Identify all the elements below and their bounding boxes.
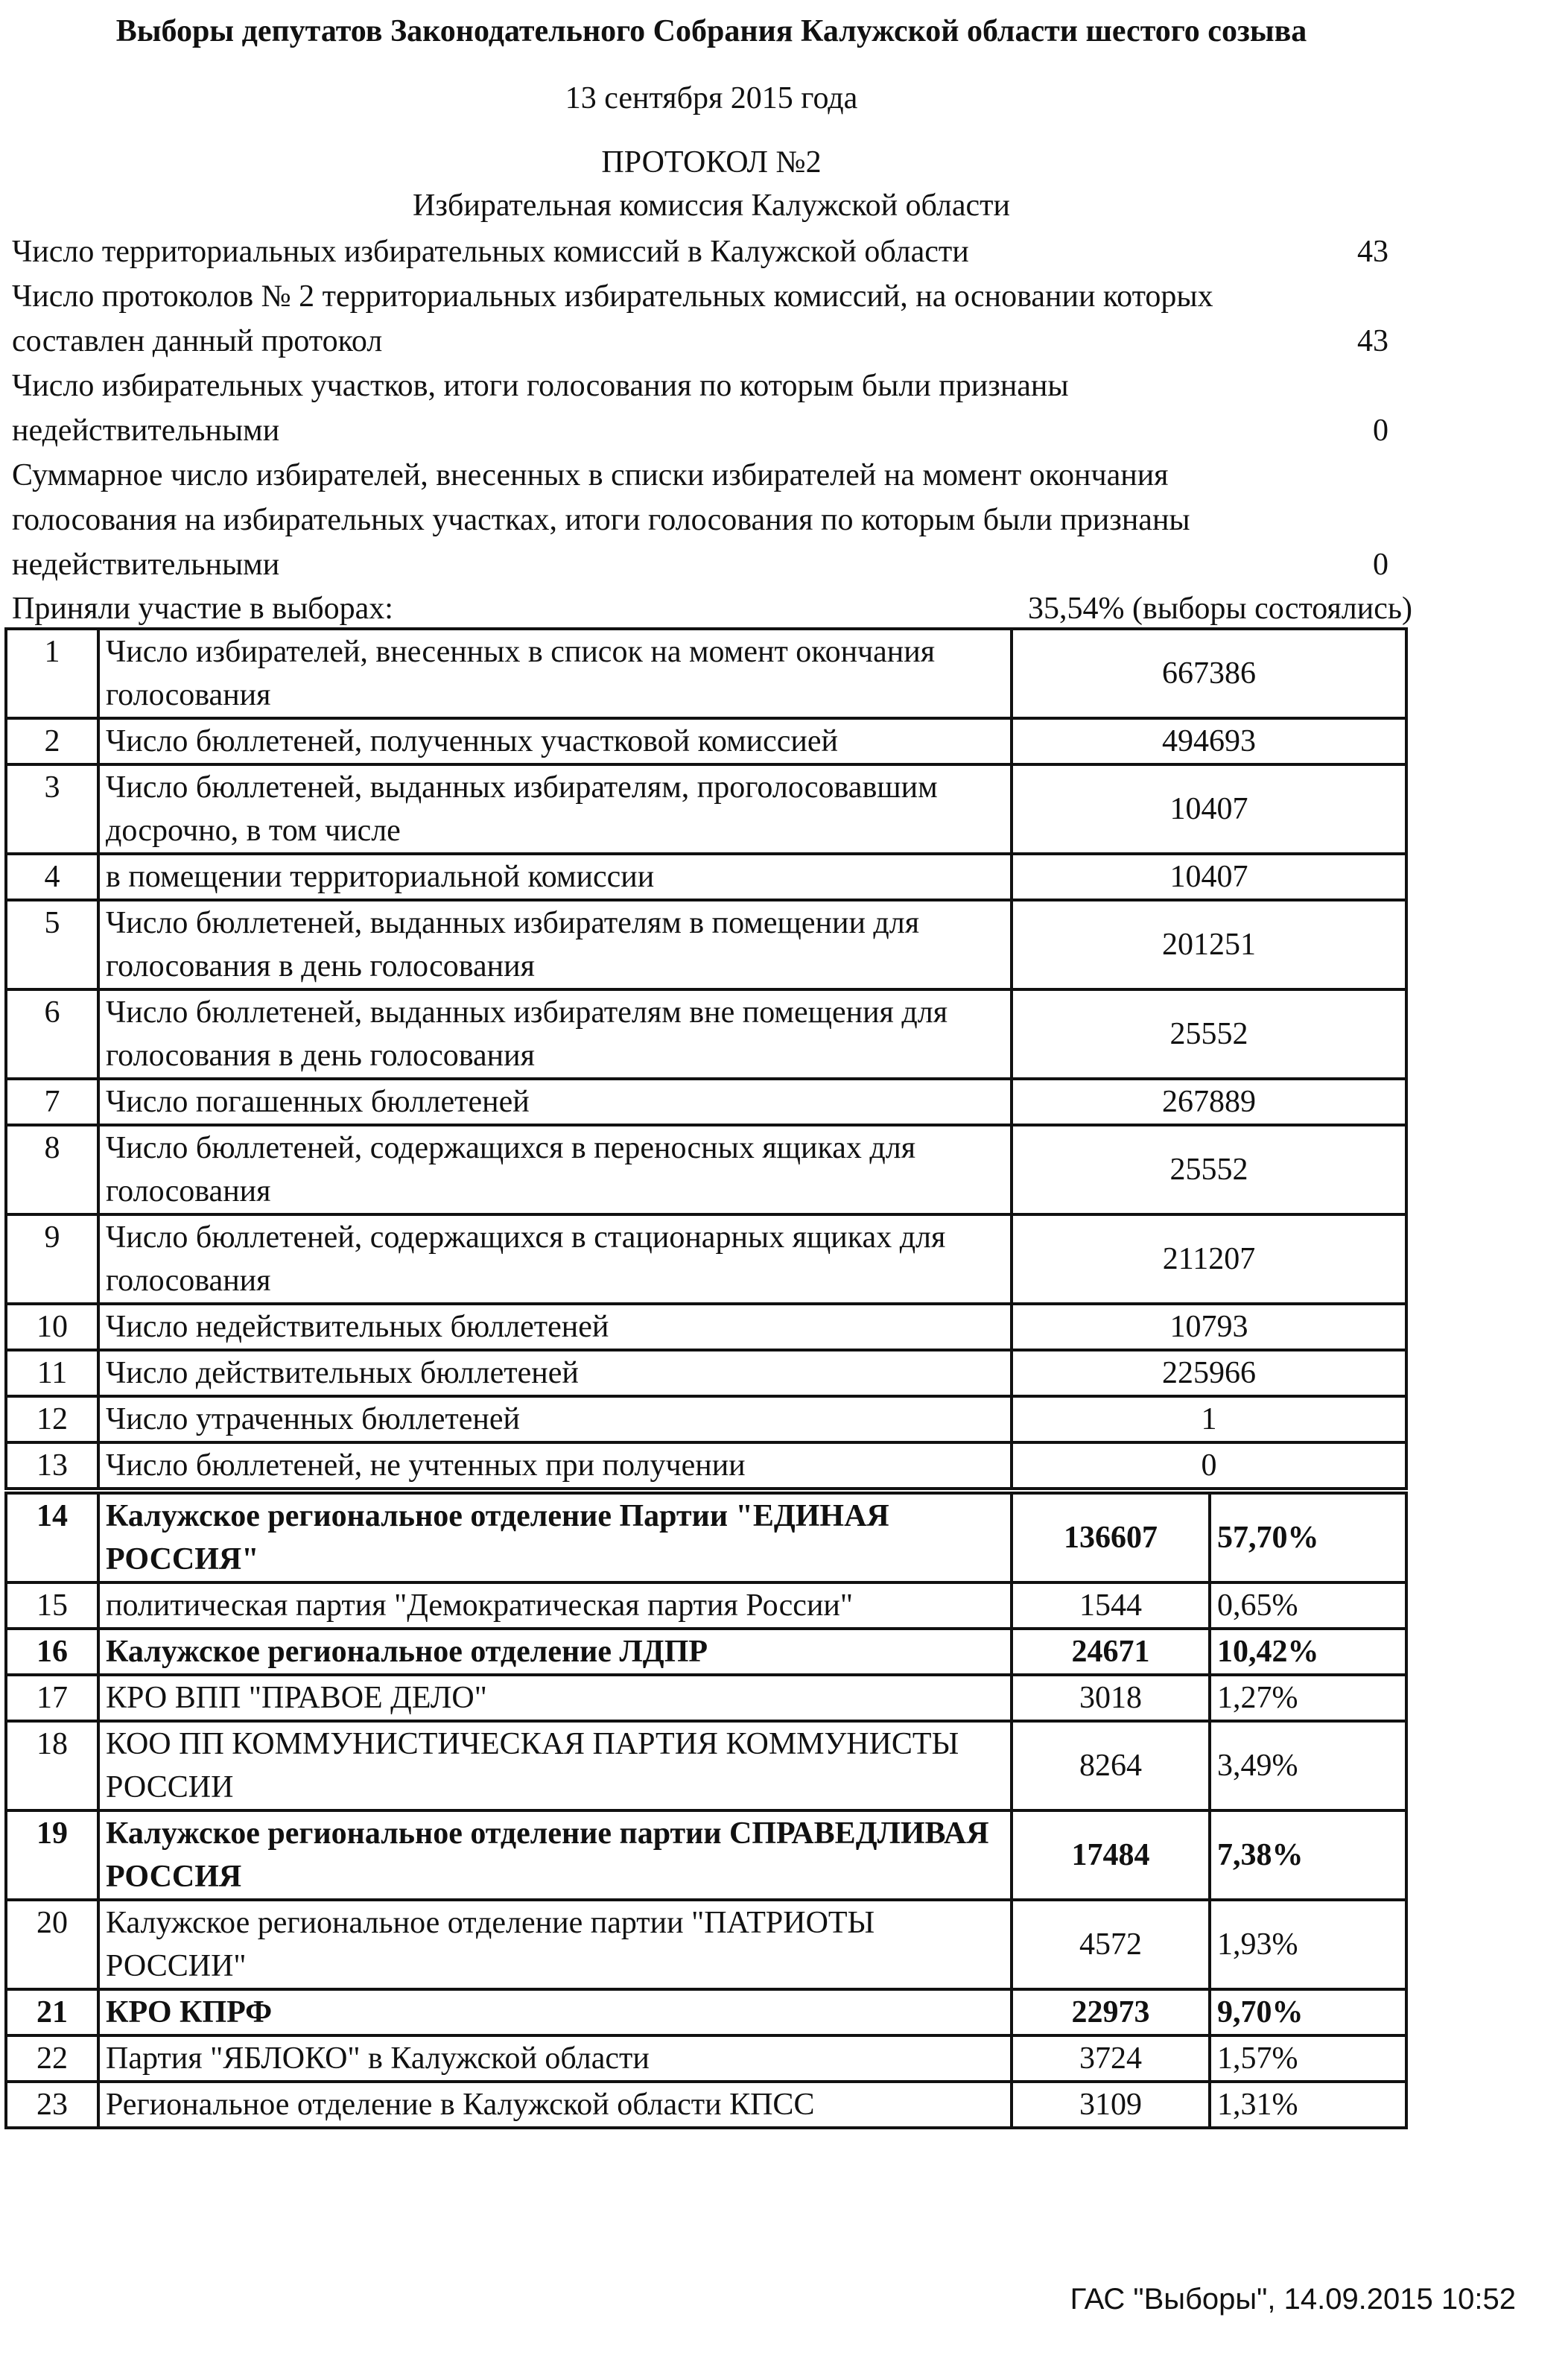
row-number: 4	[6, 854, 98, 900]
participation-row	[12, 587, 1412, 630]
info-text: Число избирательных участков, итоги голосования по которым были признаны недействительными	[12, 369, 1069, 448]
party-name: Региональное отделение в Калужской области КПСС	[98, 2082, 1012, 2128]
info-row	[12, 229, 1412, 274]
table-row	[6, 1582, 1406, 1629]
protocol-number: ПРОТОКОЛ №2	[601, 145, 822, 180]
table-row	[6, 1493, 1406, 1582]
party-votes: 3109	[1012, 2082, 1210, 2128]
table-row	[6, 764, 1406, 854]
info-text: Суммарное число избирателей, внесенных в списки избирателей на момент окончания голосования на избирательных участках, итоги голосования по которым были признаны недействительными	[12, 458, 1190, 582]
row-number: 12	[6, 1396, 98, 1442]
party-percent: 1,31%	[1210, 2082, 1406, 2128]
row-number: 2	[6, 718, 98, 764]
party-percent: 7,38%	[1210, 1810, 1406, 1900]
row-value: 225966	[1012, 1350, 1406, 1396]
row-number: 3	[6, 764, 98, 854]
row-label: Число бюллетеней, выданных избирателям в помещении для голосования в день голосования	[98, 900, 1012, 989]
table-row	[6, 900, 1406, 989]
row-number: 11	[6, 1350, 98, 1396]
row-value: 0	[1012, 1442, 1406, 1489]
party-results-table	[4, 1492, 1408, 2129]
commission-name: Избирательная комиссия Калужской области	[413, 188, 1010, 223]
row-value: 10407	[1012, 854, 1406, 900]
row-label: Число недействительных бюллетеней	[98, 1304, 1012, 1350]
info-row	[12, 274, 1412, 364]
table-row	[6, 1675, 1406, 1721]
row-number: 7	[6, 1079, 98, 1125]
row-value: 10793	[1012, 1304, 1406, 1350]
row-number: 8	[6, 1125, 98, 1214]
party-percent: 1,93%	[1210, 1900, 1406, 1989]
party-votes: 17484	[1012, 1810, 1210, 1900]
info-row	[12, 453, 1412, 587]
election-date: 13 сентября 2015 года	[565, 81, 858, 115]
table-row	[6, 1810, 1406, 1900]
party-percent: 57,70%	[1210, 1493, 1406, 1582]
row-number: 21	[6, 1989, 98, 2035]
row-label: в помещении территориальной комиссии	[98, 854, 1012, 900]
table-row	[6, 1304, 1406, 1350]
table-row	[6, 1629, 1406, 1675]
row-value: 25552	[1012, 1125, 1406, 1214]
party-percent: 1,27%	[1210, 1675, 1406, 1721]
row-number: 22	[6, 2035, 98, 2082]
footer-timestamp: ГАС "Выборы", 14.09.2015 10:52	[1070, 2283, 1516, 2316]
row-label: Число бюллетеней, содержащихся в переносных ящиках для голосования	[98, 1125, 1012, 1214]
row-label: Число бюллетеней, полученных участковой комиссией	[98, 718, 1012, 764]
table-row	[6, 629, 1406, 718]
ballot-stats-table	[4, 627, 1408, 1490]
row-label: Число бюллетеней, не учтенных при получении	[98, 1442, 1012, 1489]
party-percent: 10,42%	[1210, 1629, 1406, 1675]
info-row	[12, 364, 1412, 453]
table-row	[6, 1350, 1406, 1396]
table-row	[6, 989, 1406, 1079]
info-value: 0	[1373, 548, 1388, 582]
row-label: Число бюллетеней, выданных избирателям вне помещения для голосования в день голосования	[98, 989, 1012, 1079]
table-row	[6, 1396, 1406, 1442]
table-row	[6, 1079, 1406, 1125]
row-value: 667386	[1012, 629, 1406, 718]
party-name: КОО ПП КОММУНИСТИЧЕСКАЯ ПАРТИЯ КОММУНИСТЫ РОССИИ	[98, 1721, 1012, 1810]
row-value: 211207	[1012, 1214, 1406, 1304]
party-percent: 9,70%	[1210, 1989, 1406, 2035]
row-label: Число бюллетеней, выданных избирателям, проголосовавшим досрочно, в том числе	[98, 764, 1012, 854]
party-votes: 3724	[1012, 2035, 1210, 2082]
table-row	[6, 1442, 1406, 1489]
party-votes: 4572	[1012, 1900, 1210, 1989]
party-name: Калужское региональное отделение Партии "ЕДИНАЯ РОССИЯ"	[98, 1493, 1012, 1582]
party-votes: 1544	[1012, 1582, 1210, 1629]
row-number: 18	[6, 1721, 98, 1810]
party-percent: 1,57%	[1210, 2035, 1406, 2082]
table-row	[6, 718, 1406, 764]
party-name: политическая партия "Демократическая партия России"	[98, 1582, 1012, 1629]
party-votes: 3018	[1012, 1675, 1210, 1721]
party-name: Калужское региональное отделение ЛДПР	[98, 1629, 1012, 1675]
party-votes: 22973	[1012, 1989, 1210, 2035]
row-label: Число погашенных бюллетеней	[98, 1079, 1012, 1125]
row-value: 25552	[1012, 989, 1406, 1079]
participation-label: Приняли участие в выборах:	[12, 592, 393, 626]
table-row	[6, 1125, 1406, 1214]
participation-value: 35,54% (выборы состоялись)	[1028, 592, 1412, 626]
row-number: 6	[6, 989, 98, 1079]
table-row	[6, 1900, 1406, 1989]
row-number: 20	[6, 1900, 98, 1989]
row-value: 494693	[1012, 718, 1406, 764]
info-text: Число территориальных избирательных комиссий в Калужской области	[12, 235, 969, 269]
row-label: Число избирателей, внесенных в список на момент окончания голосования	[98, 629, 1012, 718]
row-number: 23	[6, 2082, 98, 2128]
party-votes: 8264	[1012, 1721, 1210, 1810]
row-value: 267889	[1012, 1079, 1406, 1125]
row-number: 17	[6, 1675, 98, 1721]
table-row	[6, 854, 1406, 900]
row-number: 1	[6, 629, 98, 718]
info-value: 0	[1373, 413, 1388, 448]
row-label: Число утраченных бюллетеней	[98, 1396, 1012, 1442]
row-label: Число бюллетеней, содержащихся в стационарных ящиках для голосования	[98, 1214, 1012, 1304]
party-percent: 3,49%	[1210, 1721, 1406, 1810]
row-number: 10	[6, 1304, 98, 1350]
row-number: 15	[6, 1582, 98, 1629]
table-row	[6, 1721, 1406, 1810]
table-row	[6, 2035, 1406, 2082]
table-row	[6, 1989, 1406, 2035]
row-number: 5	[6, 900, 98, 989]
row-number: 14	[6, 1493, 98, 1582]
table-row	[6, 2082, 1406, 2128]
row-number: 16	[6, 1629, 98, 1675]
row-label: Число действительных бюллетеней	[98, 1350, 1012, 1396]
party-name: Калужское региональное отделение партии "ПАТРИОТЫ РОССИИ"	[98, 1900, 1012, 1989]
party-name: КРО ВПП "ПРАВОЕ ДЕЛО"	[98, 1675, 1012, 1721]
info-value: 43	[1357, 235, 1388, 269]
party-name: Калужское региональное отделение партии СПРАВЕДЛИВАЯ РОССИЯ	[98, 1810, 1012, 1900]
row-number: 19	[6, 1810, 98, 1900]
party-percent: 0,65%	[1210, 1582, 1406, 1629]
row-value: 10407	[1012, 764, 1406, 854]
row-number: 9	[6, 1214, 98, 1304]
document-title: Выборы депутатов Законодательного Собрания Калужской области шестого созыва	[115, 14, 1307, 48]
row-value: 1	[1012, 1396, 1406, 1442]
party-name: КРО КПРФ	[98, 1989, 1012, 2035]
info-text: Число протоколов № 2 территориальных избирательных комиссий, на основании которых составлен данный протокол	[12, 279, 1213, 358]
party-votes: 24671	[1012, 1629, 1210, 1675]
table-row	[6, 1214, 1406, 1304]
row-number: 13	[6, 1442, 98, 1489]
info-value: 43	[1357, 324, 1388, 358]
party-name: Партия "ЯБЛОКО" в Калужской области	[98, 2035, 1012, 2082]
row-value: 201251	[1012, 900, 1406, 989]
party-votes: 136607	[1012, 1493, 1210, 1582]
